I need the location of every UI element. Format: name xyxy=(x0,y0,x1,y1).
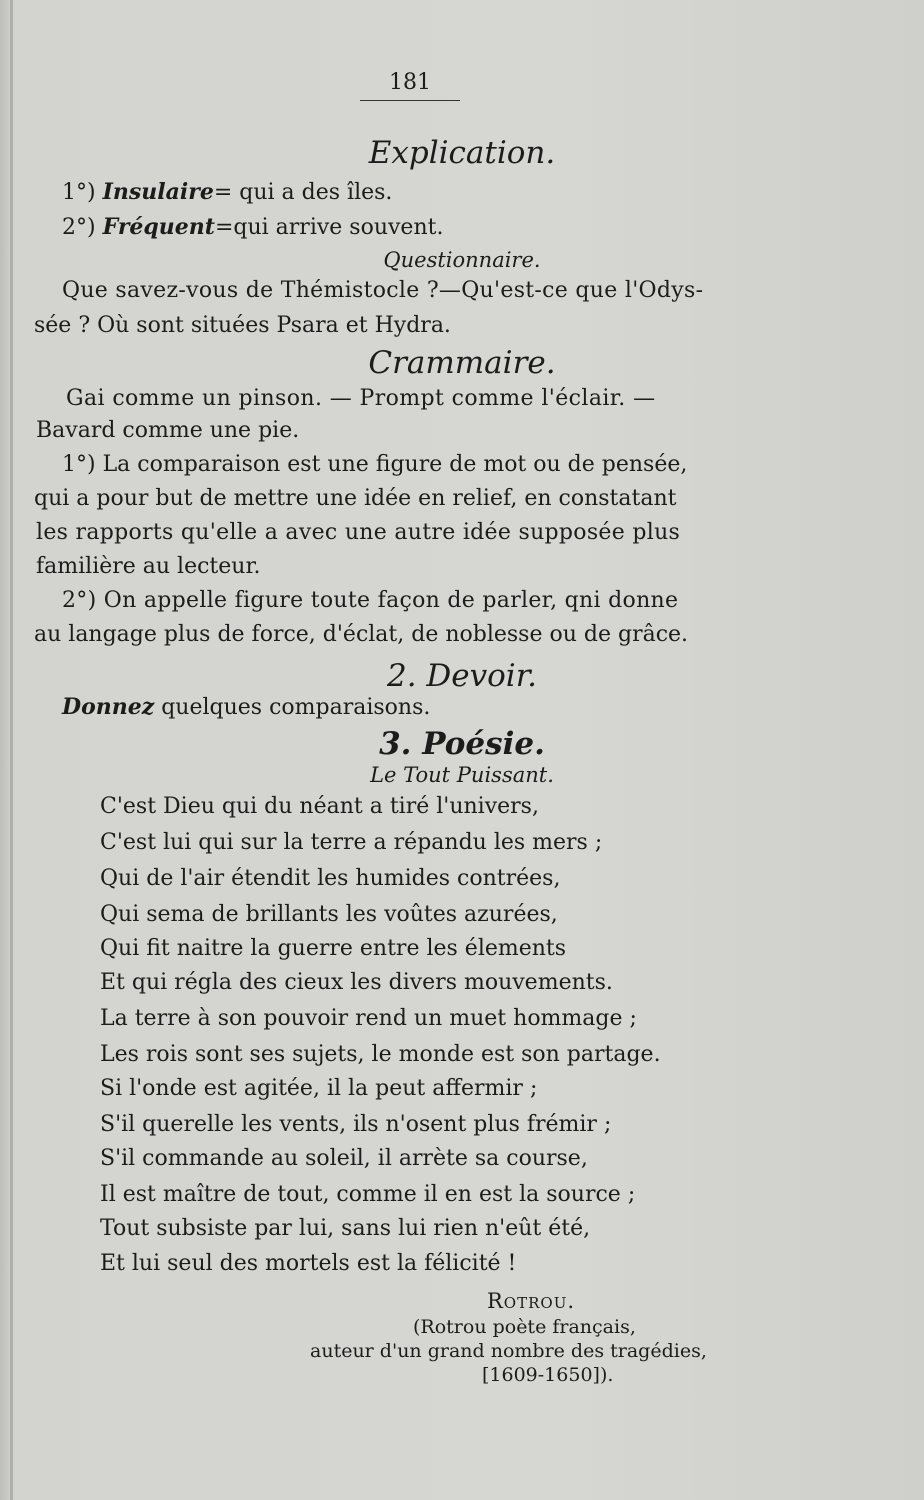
grammaire-heading: Crammaire. xyxy=(368,345,556,381)
grammaire-line-7: 2°) On appelle figure toute façon de parler, qni donne xyxy=(62,588,679,613)
grammaire-line-4: qui a pour but de mettre une idée en relief, en constatant xyxy=(34,486,677,511)
explication-item-1 xyxy=(62,177,392,208)
explication-heading: Explication. xyxy=(368,135,556,171)
grammaire-line-3: 1°) La comparaison est une figure de mot ou de pensée, xyxy=(62,452,688,477)
poesie-heading: 3. Poésie. xyxy=(379,726,545,762)
poem-line-5: Qui fit naitre la guerre entre les élements xyxy=(100,936,567,961)
poem-line-1: C'est Dieu qui du néant a tiré l'univers, xyxy=(100,794,539,819)
term-insulaire: Insulaire xyxy=(102,179,214,205)
definition: = qui a des îles. xyxy=(213,180,393,205)
item-number: 1°) xyxy=(62,180,96,205)
author-note-line-3: [1609-1650]). xyxy=(482,1364,614,1386)
poem-line-8: Les rois sont ses sujets, le monde est son partage. xyxy=(100,1042,661,1067)
poem-line-11: S'il commande au soleil, il arrète sa course, xyxy=(100,1146,588,1171)
definition: =qui arrive souvent. xyxy=(214,215,444,240)
devoir-text: quelques comparaisons. xyxy=(154,695,431,720)
poem-line-3: Qui de l'air étendit les humides contrées, xyxy=(100,866,561,891)
devoir-line xyxy=(62,692,430,723)
poem-line-9: Si l'onde est agitée, il la peut affermir ; xyxy=(100,1076,538,1101)
grammaire-line-1: Gai comme un pinson. — Prompt comme l'éclair. — xyxy=(66,386,656,411)
questionnaire-line-2: sée ? Où sont situées Psara et Hydra. xyxy=(34,313,451,338)
poem-line-7: La terre à son pouvoir rend un muet hommage ; xyxy=(100,1006,637,1031)
term-frequent: Fréquent xyxy=(102,214,215,240)
poem-line-6: Et qui régla des cieux les divers mouvements. xyxy=(100,970,613,995)
questionnaire-line-1: Que savez-vous de Thémistocle ?—Qu'est-ce que l'Odys- xyxy=(62,278,704,303)
poem-line-2: C'est lui qui sur la terre a répandu les mers ; xyxy=(100,830,603,855)
poem-line-14: Et lui seul des mortels est la félicité ! xyxy=(100,1251,517,1276)
item-number: 2°) xyxy=(62,215,96,240)
poem-line-12: Il est maître de tout, comme il en est la source ; xyxy=(100,1182,636,1207)
poem-line-13: Tout subsiste par lui, sans lui rien n'eût été, xyxy=(100,1216,591,1241)
poem-line-10: S'il querelle les vents, ils n'osent plus frémir ; xyxy=(100,1112,612,1137)
grammaire-line-2: Bavard comme une pie. xyxy=(36,418,300,443)
poem-title: Le Tout Puissant. xyxy=(370,763,554,787)
author-note-line-2: auteur d'un grand nombre des tragédies, xyxy=(310,1340,707,1362)
grammaire-line-8: au langage plus de force, d'éclat, de noblesse ou de grâce. xyxy=(34,622,689,647)
devoir-heading: 2. Devoir. xyxy=(387,658,537,694)
questionnaire-heading: Questionnaire. xyxy=(383,248,541,272)
poem-line-4: Qui sema de brillants les voûtes azurées, xyxy=(100,902,558,927)
poem-author: Rotrou. xyxy=(487,1289,576,1313)
page-number: 181 xyxy=(360,66,460,101)
explication-item-2 xyxy=(62,212,443,243)
devoir-prefix: Donnez xyxy=(62,694,155,720)
grammaire-line-6: familière au lecteur. xyxy=(36,554,261,579)
grammaire-line-5: les rapports qu'elle a avec une autre idée supposée plus xyxy=(36,520,681,545)
author-note-line-1: (Rotrou poète français, xyxy=(413,1316,636,1338)
